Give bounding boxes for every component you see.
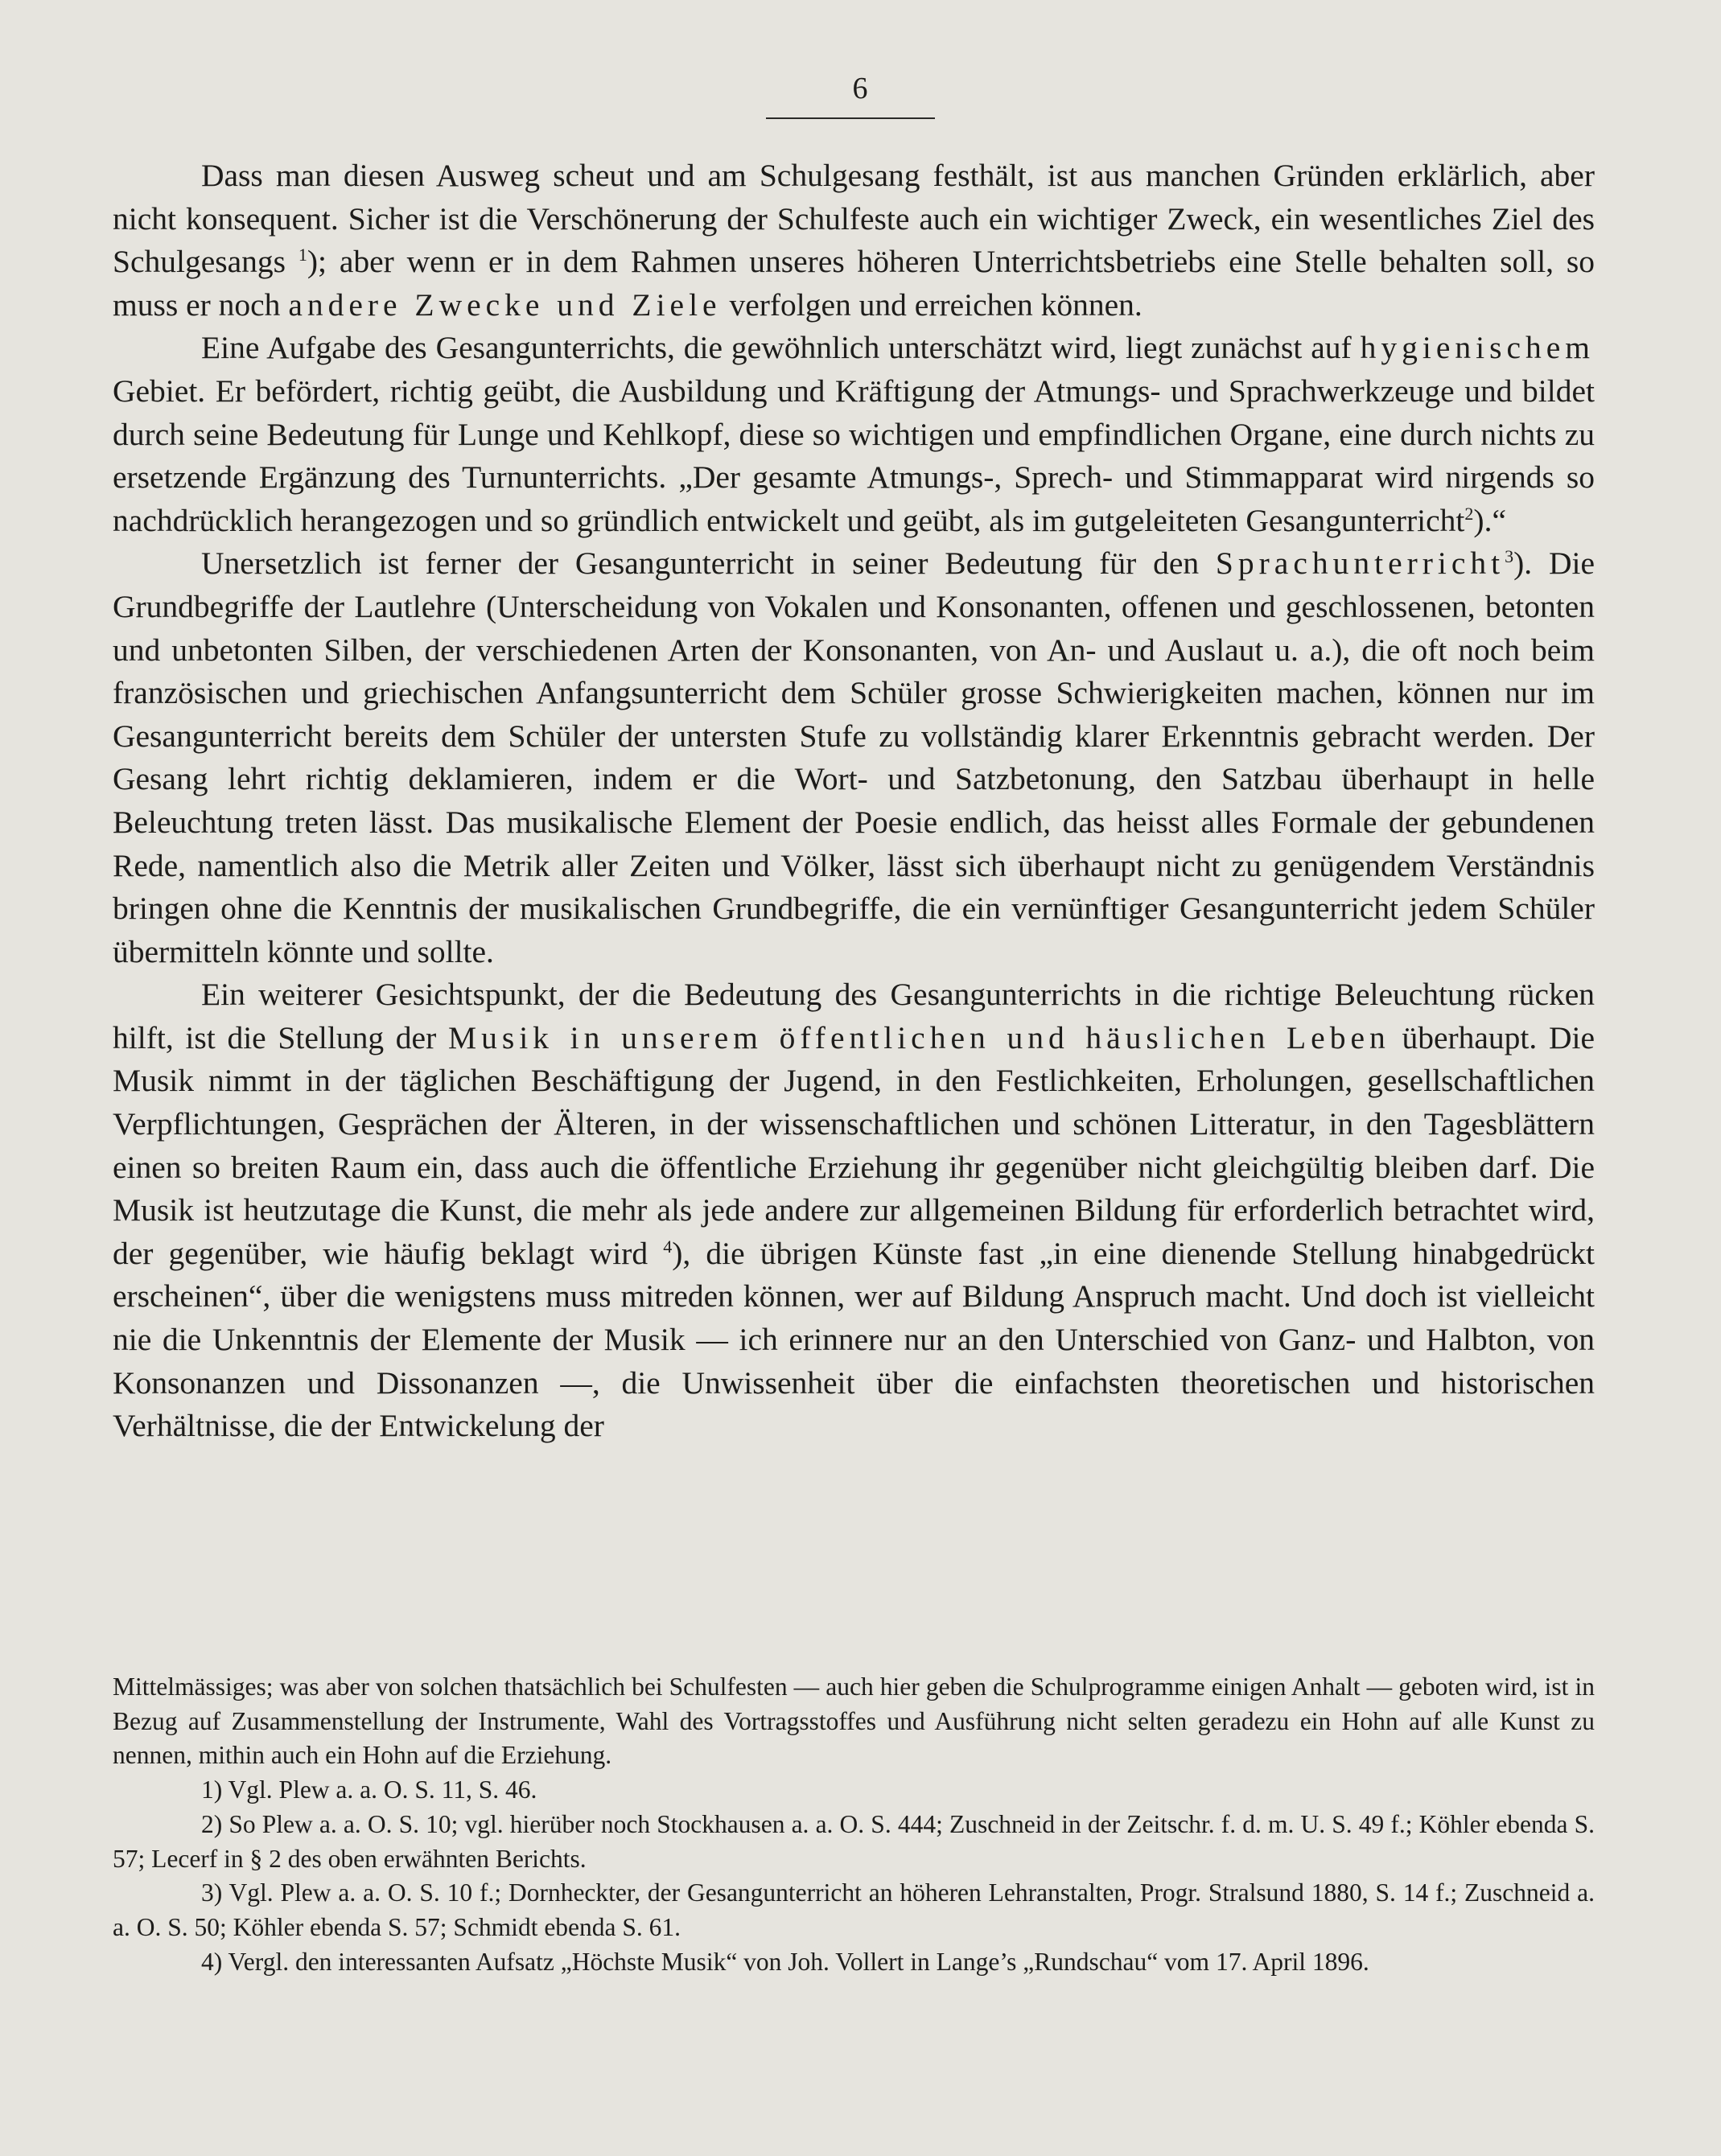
paragraph-3-text-a: Unersetzlich ist ferner der Gesangunterricht in seiner Bedeutung für den	[201, 545, 1200, 582]
emphasis-musik-leben: Musik in unserem öffentlichen und häuslichen Leben	[447, 1019, 1390, 1055]
paragraph-1-text-b: ); aber wenn er in dem Rahmen unseres höheren Unterrichtsbetriebs eine Stelle behalten soll, so muss er noch	[113, 244, 1595, 323]
emphasis-hygienischem: hygienischem	[1360, 330, 1595, 366]
footnote-3: 3) Vgl. Plew a. a. O. S. 10 f.; Dornheckter, der Gesangunterricht an höheren Lehranstalten, Progr. Stralsund 1880, S. 14 f.; Zuschneid a. a. O. S. 50; Köhler ebenda S. 57; Schmidt ebenda S. 61.	[113, 1878, 1595, 1941]
paragraph-1-text-a: Dass man diesen Ausweg scheut und am Schulgesang festhält, ist aus manchen Gründen erklärlich, aber nicht konsequent. Sicher ist die Verschönerung der Schulfeste auch ein wichtiger Zweck, ein wesentliches Ziel des Schulgesangs	[113, 158, 1595, 280]
footnote-ref-4: 4	[663, 1236, 673, 1257]
paragraph-2	[113, 327, 1595, 542]
footnote-ref-3: 3	[1505, 546, 1514, 567]
paragraph-4-text-a: Ein weiterer Gesichtspunkt, der die Bedeutung des Gesangunterrichts in die richtige Beleuchtung rücken hilft, ist die Stellung der	[113, 977, 1595, 1055]
footnotes	[113, 1670, 1595, 1979]
paragraph-2-text-a: Eine Aufgabe des Gesangunterrichts, die gewöhnlich unterschätzt wird, liegt zunächst auf	[201, 330, 1352, 366]
paragraph-4	[113, 973, 1595, 1448]
paragraph-4-text-b: überhaupt. Die Musik nimmt in der täglichen Beschäftigung der Jugend, in den Festlichkeiten, Erholungen, gesellschaftlichen Verpflichtungen, Gesprächen der Älteren, in der wissenschaftlichen und schönen Litteratur, in den Tagesblättern einen so breiten Raum ein, dass auch die öffentliche Erziehung ihr gegenüber nicht gleichgültig bleiben darf. Die Musik ist heutzutage die Kunst, die mehr als jede andere zur allgemeinen Bildung für erforderlich betrachtet wird, der gegenüber, wie häufig beklagt wird	[113, 1019, 1595, 1271]
footnote-2: 2) So Plew a. a. O. S. 10; vgl. hierüber noch Stockhausen a. a. O. S. 444; Zuschneid in der Zeitschr. f. d. m. U. S. 49 f.; Köhler ebenda S. 57; Lecerf in § 2 des oben erwähnten Berichts.	[113, 1809, 1595, 1873]
footnote-ref-2: 2	[1464, 503, 1474, 524]
footnote-continuation: Mittelmässiges; was aber von solchen thatsächlich bei Schulfesten — auch hier geben die Schulprogramme einigen Anhalt — geboten wird, ist in Bezug auf Zusammenstellung der Instrumente, Wahl des Vortragsstoffes und Ausführung nicht selten geradezu ein Hohn auf alle Kunst zu nennen, mithin auch ein Hohn auf die Erziehung.	[113, 1673, 1595, 1770]
paragraph-4-text-c: ), die übrigen Künste fast „in eine dienende Stellung hinabgedrückt erscheinen“, über die wenigstens muss mitreden können, wer auf Bildung Anspruch macht. Und doch ist vielleicht nie die Unkenntnis der Elemente der Musik — ich erinnere nur an den Unterschied von Ganz- und Halbton, von Konsonanzen und Dissonanzen —, die Unwissenheit über die einfachsten theoretischen und historischen Verhältnisse, die der Entwickelung der	[113, 1235, 1595, 1444]
paragraph-1-text-c: verfolgen und erreichen können.	[729, 286, 1143, 323]
paragraph-3-text-b: ). Die Grundbegriffe der Lautlehre (Unterscheidung von Vokalen und Konsonanten, offenen und geschlossenen, betonten und unbetonten Silben, der verschiedenen Arten der Konsonanten, von An- und Auslaut u. a.), die oft noch beim französischen und griechischen Anfangsunterricht dem Schüler grosse Schwierigkeiten machen, können nur im Gesangunterricht bereits dem Schüler der untersten Stufe zu vollständig klarer Erkenntnis gebracht werden. Der Gesang lehrt richtig deklamieren, indem er die Wort- und Satzbetonung, den Satzbau überhaupt in helle Beleuchtung treten lässt. Das musikalische Element der Poesie endlich, das heisst alles Formale der gebundenen Rede, namentlich also die Metrik aller Zeiten und Völker, lässt sich überhaupt nicht zu genügendem Verständnis bringen ohne die Kenntnis der musikalischen Grundbegriffe, die ein vernünftiger Gesangunterricht jedem Schüler übermitteln könnte und sollte.	[113, 545, 1595, 969]
paragraph-2-text-b: Gebiet. Er befördert, richtig geübt, die Ausbildung und Kräftigung der Atmungs- und Sprachwerkzeuge und bildet durch seine Bedeutung für Lunge und Kehlkopf, diese so wichtigen und empfindlichen Organe, eine durch nichts zu ersetzende Ergänzung des Turnunterrichts. „Der gesamte Atmungs-, Sprech- und Stimmapparat wird nirgends so nachdrücklich herangezogen und so gründlich entwickelt und geübt, als im gutgeleiteten Gesangunterricht	[113, 372, 1595, 538]
page-number: 6	[852, 72, 869, 105]
main-text	[113, 154, 1595, 1448]
paragraph-1	[113, 154, 1595, 327]
page-number-rule	[766, 117, 935, 119]
paragraph-2-text-c: ).“	[1473, 502, 1506, 538]
emphasis-andere-zwecke: andere Zwecke und Ziele	[288, 286, 722, 323]
footnote-ref-1: 1	[298, 245, 307, 265]
paragraph-3	[113, 542, 1595, 973]
footnote-4: 4) Vergl. den interessanten Aufsatz „Höchste Musik“ von Joh. Vollert in Lange’s „Rundschau“ vom 17. April 1896.	[201, 1947, 1369, 1976]
emphasis-sprachunterricht: Sprachunterricht	[1215, 545, 1505, 582]
footnote-1: 1) Vgl. Plew a. a. O. S. 11, S. 46.	[201, 1775, 537, 1804]
